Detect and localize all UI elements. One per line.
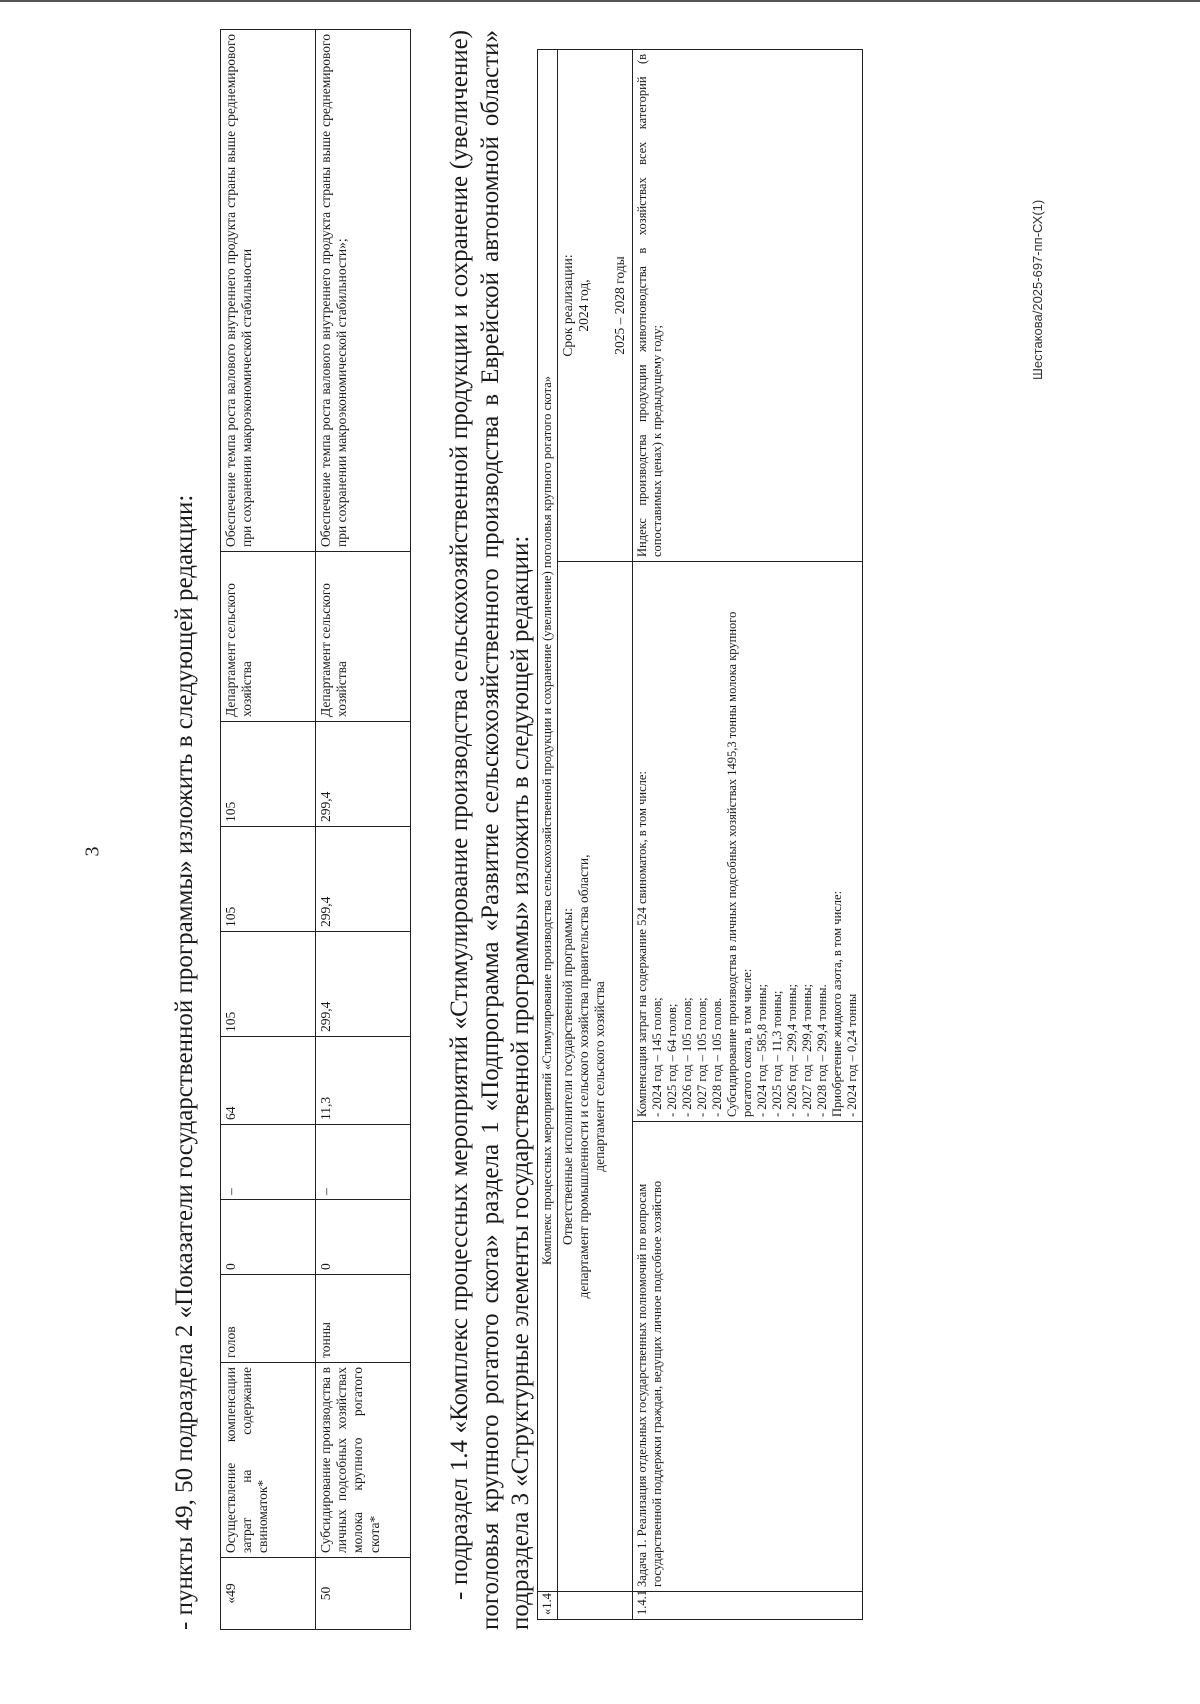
subsection-heading-text: - подраздел 1.4 «Комплекс процессных мероприятий «Стимулирование производства сельскохозяйственной продукции и сохранение (увеличение) поголовья крупного рогатого скота» раздела 1 «Подпрограмма «Развитие сельскохозяйственного производства в Еврейской автономной области» подраздела 3 «Структурные элементы государственной программы» изложить в следующей редакции: <box>446 30 534 1630</box>
goal: Обеспечение темпа роста валового внутреннего продукта страны выше среднемирового при сохранении макроэкономической стабильности <box>221 30 316 552</box>
value-cell: 105 <box>221 932 316 1037</box>
document-code: Шестакова/2025-697-пп-СХ(1) <box>1030 199 1045 380</box>
table-row <box>557 49 632 1619</box>
list-item: - 2028 год – 105 голов. <box>709 997 724 1117</box>
list-item: - 2024 год – 0,24 тонны <box>844 993 859 1117</box>
table-row <box>221 30 316 1630</box>
executors-line: департамент сельского хозяйства <box>591 981 607 1172</box>
unit: голов <box>221 1275 316 1363</box>
responsible: Департамент сельского хозяйства <box>316 552 411 722</box>
list-item: - 2026 год – 299,4 тонны; <box>784 983 799 1117</box>
term-line: 2024 год, <box>575 279 591 332</box>
executors-cell <box>557 562 632 1592</box>
value-cell: 105 <box>221 827 316 932</box>
indicator-name: Субсидирование производства в личных подсобных хозяйствах молока крупного рогатого скота* <box>316 1363 411 1558</box>
page-number: 3 <box>81 846 104 857</box>
value-cell: – <box>316 1125 411 1200</box>
value-cell: 0 <box>316 1200 411 1275</box>
rotated-page-content <box>170 30 1030 1660</box>
term-label: Срок реализации: <box>559 254 575 357</box>
points-heading: - пункты 49, 50 подраздела 2 «Показатели государственной программы» изложить в следующей редакции: <box>171 494 198 1630</box>
list-item: - 2025 год – 64 голов; <box>664 1003 679 1117</box>
task-number: 1.4.1 <box>632 1592 862 1620</box>
term-line: 2025 – 2028 годы <box>611 256 627 355</box>
row-number: «49 <box>221 1558 316 1630</box>
task-title: Задача 1. Реализация отдельных государственных полномочий по вопросам государственной поддержки граждан, ведущих личное подсобное хозяйство <box>632 1122 862 1592</box>
list-item: - 2024 год – 145 голов; <box>649 997 664 1117</box>
indicator-name: Осуществление компенсации затрат на содержание свиноматок* <box>221 1363 316 1558</box>
value-cell: 299,4 <box>316 932 411 1037</box>
value-cell: 299,4 <box>316 722 411 827</box>
list-item: - 2027 год – 299,4 тонны; <box>799 983 814 1117</box>
section-title: Комплекс процессных мероприятий «Стимулирование производства сельскохозяйственной продукции и сохранение (увеличение) поголовья крупного рогатого скота» <box>537 49 557 1591</box>
list-item: - 2028 год – 299,4 тонны. <box>814 984 829 1117</box>
row-number: 50 <box>316 1558 411 1630</box>
term-cell <box>557 49 632 561</box>
list-item: - 2024 год – 585,8 тонны; <box>754 983 769 1117</box>
value-cell: – <box>221 1125 316 1200</box>
table-row <box>632 49 862 1619</box>
section-number: «1.4 <box>537 1592 557 1620</box>
value-cell: 0 <box>221 1200 316 1275</box>
value-cell: 299,4 <box>316 827 411 932</box>
list-item: - 2027 год – 105 голов; <box>694 997 709 1117</box>
value-cell: 105 <box>221 722 316 827</box>
subsection-heading <box>445 30 537 1650</box>
unit: тонны <box>316 1275 411 1363</box>
value-cell: 11,3 <box>316 1037 411 1125</box>
goal: Обеспечение темпа роста валового внутреннего продукта страны выше среднемирового при сохранении макроэкономической стабильности»; <box>316 30 411 552</box>
responsible: Департамент сельского хозяйства <box>221 552 316 722</box>
indicators-table <box>220 29 411 1630</box>
executors-label: Ответственные исполнители государственной программы: <box>559 908 575 1245</box>
table-row <box>316 30 411 1630</box>
list-item: Компенсация затрат на содержание 524 свиноматок, в том числе: <box>634 771 649 1117</box>
structural-elements-table <box>537 49 863 1620</box>
executors-line: департамент промышленности и сельского хозяйства правительства области, <box>575 854 591 1299</box>
table-row <box>537 49 557 1619</box>
value-cell: 64 <box>221 1037 316 1125</box>
page-top-edge <box>0 0 1200 2</box>
indicator-link: Индекс производства продукции животноводства в хозяйствах всех категорий (в сопоставимых ценах) к предыдущему году; <box>632 49 862 561</box>
task-results <box>632 562 862 1122</box>
list-item: - 2025 год – 11,3 тонны; <box>769 990 784 1117</box>
list-item: Приобретение жидкого азота, в том числе: <box>829 890 844 1117</box>
list-item: - 2026 год – 105 голов; <box>679 997 694 1117</box>
list-item: Субсидирование производства в личных подсобных хозяйствах 1495,3 тонны молока крупного рогатого скота, в том числе: <box>724 611 754 1117</box>
